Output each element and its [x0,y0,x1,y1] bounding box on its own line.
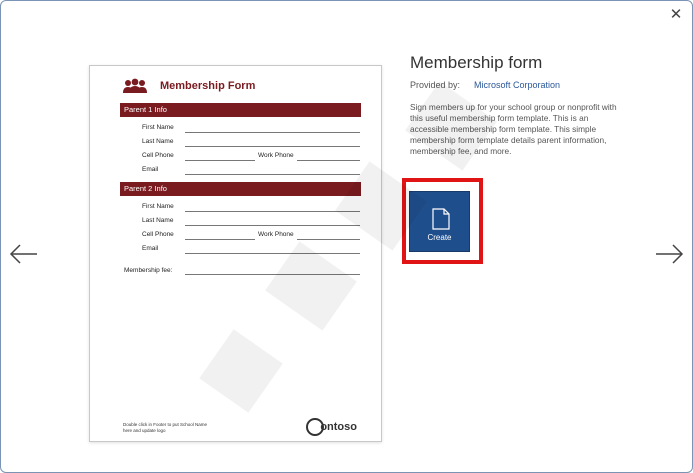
parent2-last-name-label: Last Name [142,217,174,224]
preview-header [122,75,255,97]
template-preview [89,65,382,442]
parent2-cell-phone-line [185,239,255,240]
parent2-first-name-line [185,211,360,212]
parent2-cell-phone-label: Cell Phone [142,231,174,238]
template-title: Membership form [410,53,543,72]
create-button-label: Create [427,233,452,242]
footer-note: Double click in Footer to put School Name here and update logo [123,422,208,433]
contoso-logo [306,418,357,436]
provided-by [410,80,560,90]
parent1-first-name-line [185,132,360,133]
membership-fee-label: Membership fee: [124,267,173,274]
parent2-work-phone-label: Work Phone [258,231,294,238]
parent1-email-line [185,174,360,175]
parent2-email-label: Email [142,245,159,252]
parent2-first-name-label: First Name [142,203,174,210]
preview-title: Membership Form [160,80,256,92]
parent1-work-phone-line [297,160,360,161]
create-button[interactable] [409,191,470,252]
parent2-header: Parent 2 Info [120,182,361,196]
logo-text: ontoso [320,421,357,433]
parent1-last-name-line [185,146,360,147]
parent2-email-line [185,253,360,254]
parent1-email-label: Email [142,166,159,173]
next-arrow-icon[interactable] [652,237,686,271]
parent2-last-name-line [185,225,360,226]
parent1-cell-phone-label: Cell Phone [142,152,174,159]
close-button[interactable]: ✕ [669,6,683,23]
people-icon [122,78,148,94]
parent1-cell-phone-line [185,160,255,161]
provided-by-label: Provided by: [410,80,461,90]
parent1-work-phone-label: Work Phone [258,152,294,159]
document-icon [432,208,450,230]
parent1-header: Parent 1 Info [120,103,361,117]
template-description: Sign members up for your school group or nonprofit with this useful membership form template. This is an accessible membership form template. This simple membership form template details parent information, membership fee, and more. [410,102,617,156]
membership-fee-line [185,274,360,275]
parent1-first-name-label: First Name [142,124,174,131]
previous-arrow-icon[interactable] [7,237,41,271]
provider-name: Microsoft Corporation [474,80,561,90]
parent1-last-name-label: Last Name [142,138,174,145]
parent2-work-phone-line [297,239,360,240]
